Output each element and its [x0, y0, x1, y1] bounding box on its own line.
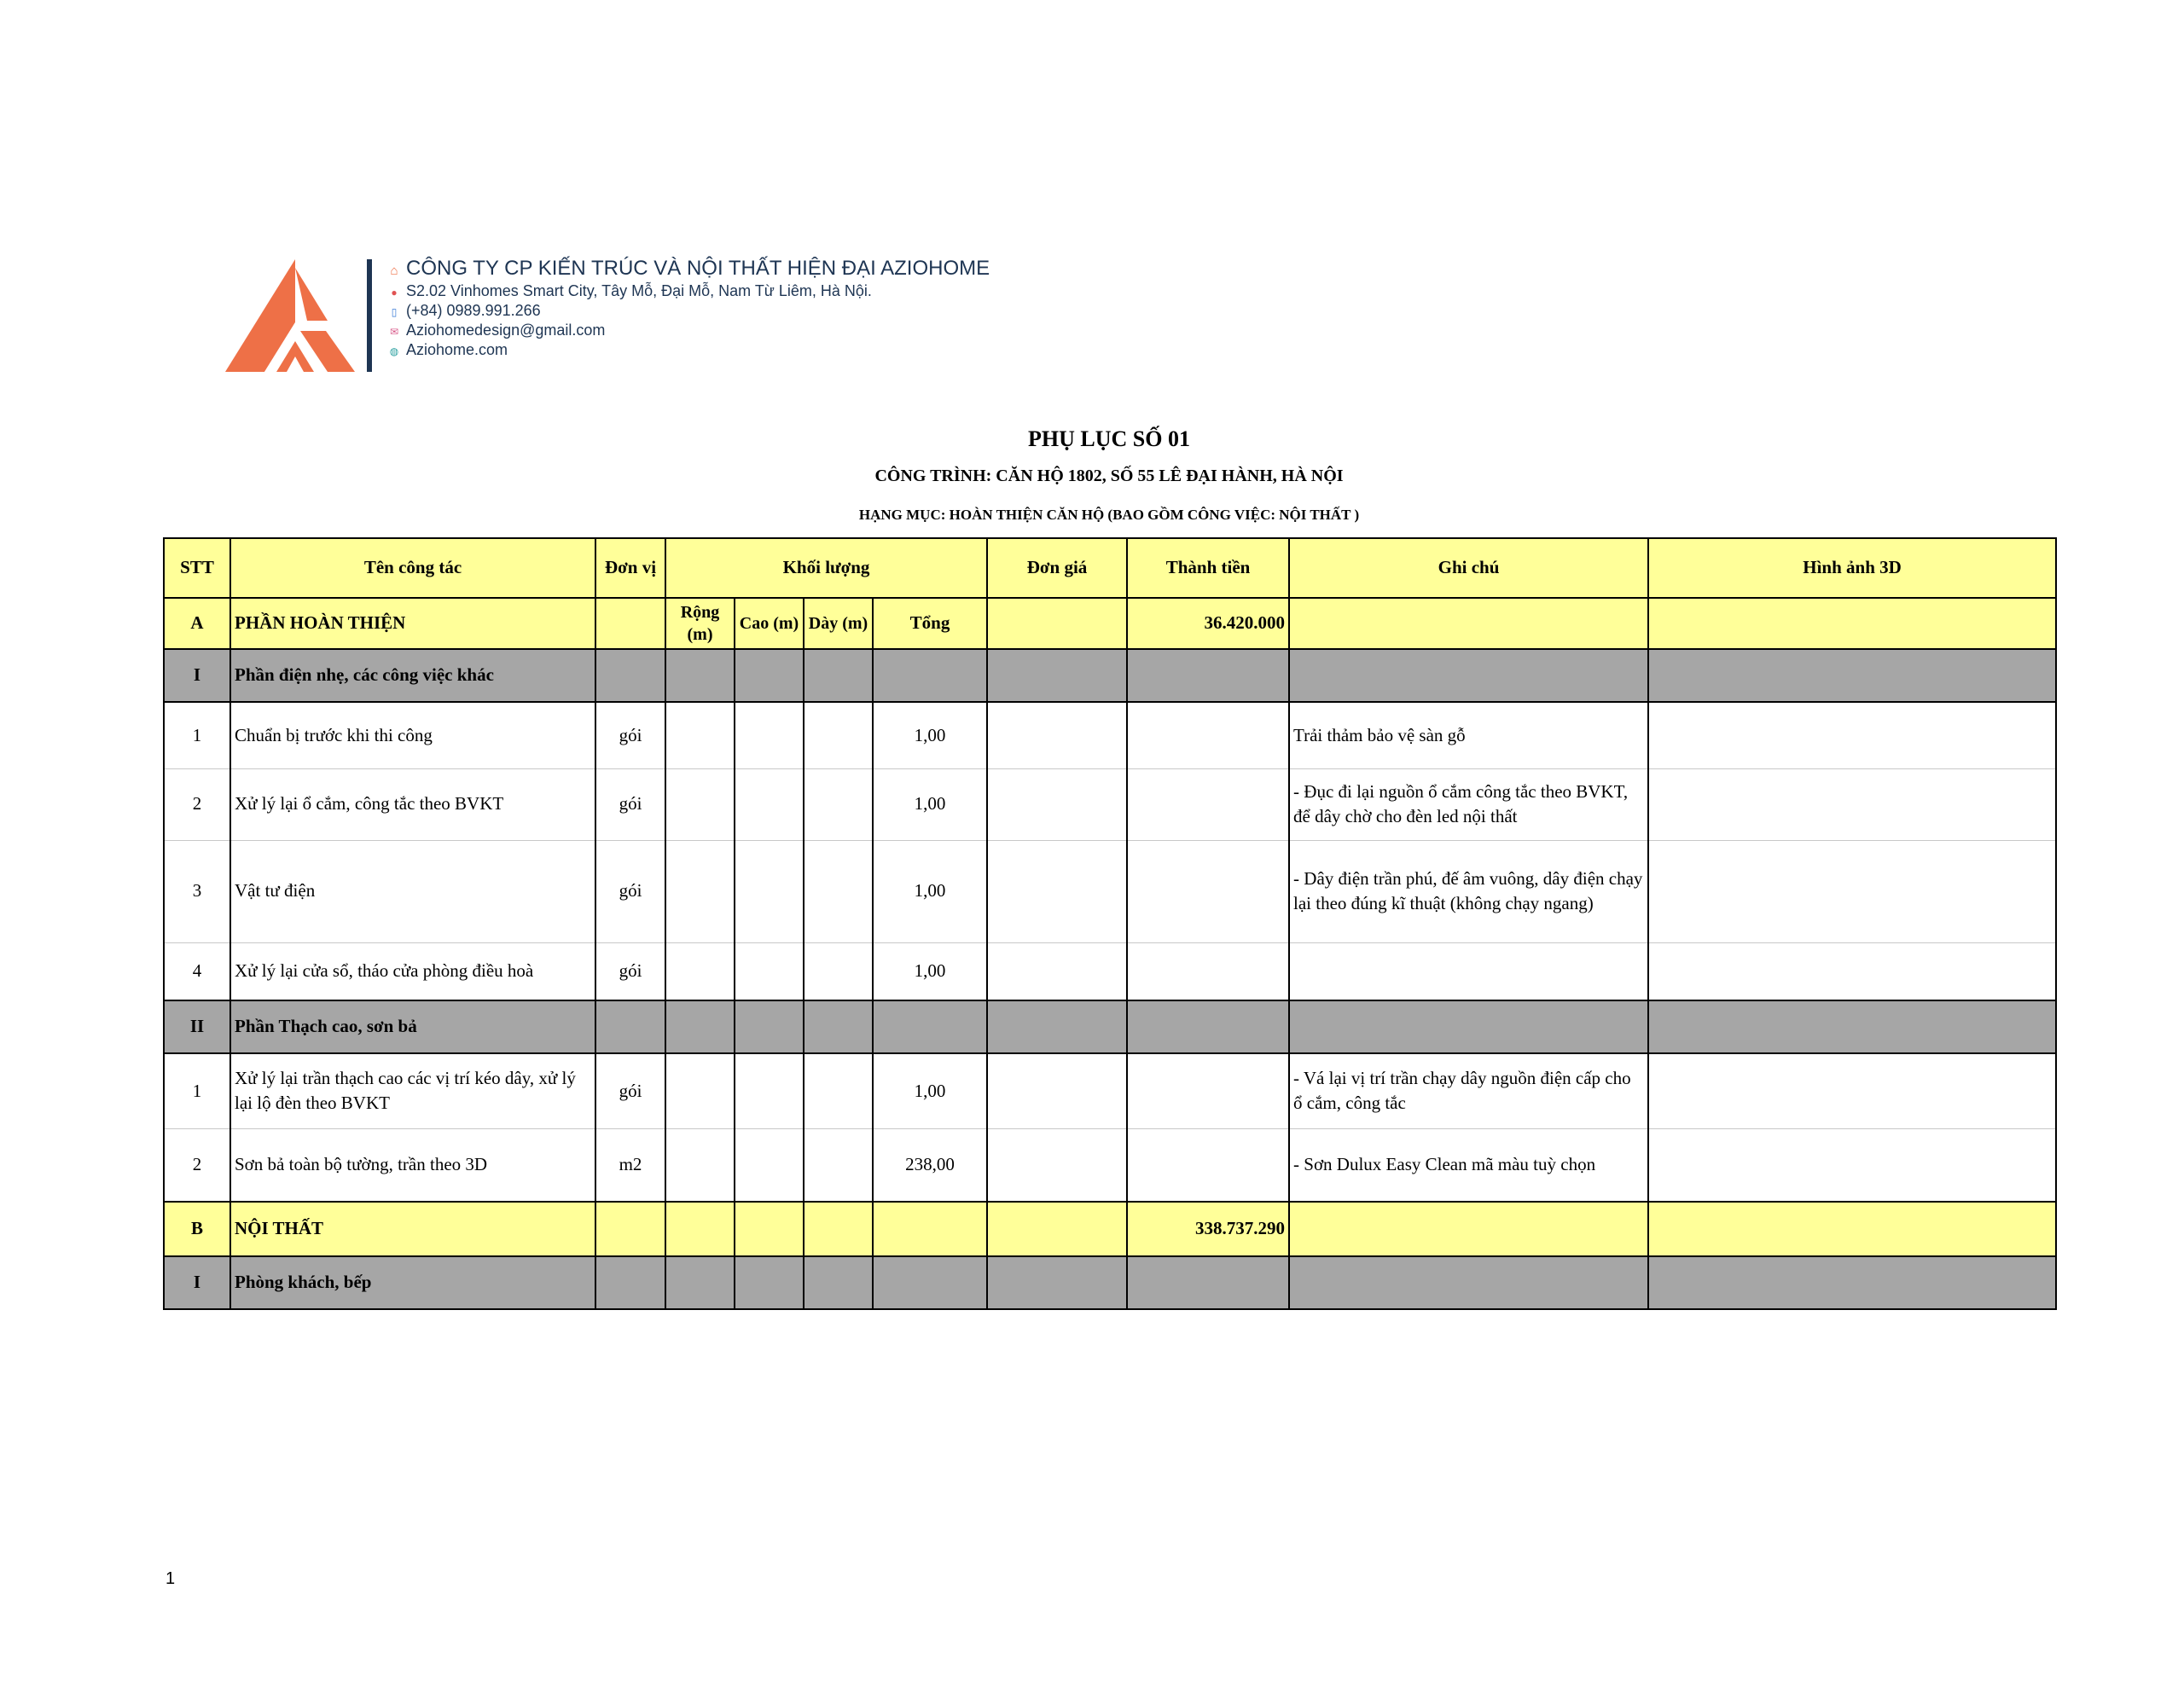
section-stt: B: [164, 1202, 230, 1256]
table-row: [164, 1053, 2056, 1128]
row-total: 1,00: [873, 1053, 987, 1128]
group-row: [164, 649, 2056, 702]
company-name: CÔNG TY CP KIẾN TRÚC VÀ NỘI THẤT HIỆN ĐẠI AZIOHOME: [406, 257, 990, 280]
row-unit: gói: [595, 768, 665, 840]
row-unit: gói: [595, 1053, 665, 1128]
subheader-depth: Dày (m): [804, 598, 873, 649]
subheader-width: Rộng (m): [665, 598, 735, 649]
company-email-line: [387, 321, 990, 340]
row-stt: 1: [164, 702, 230, 768]
group-row: [164, 1256, 2056, 1309]
section-stt: A: [164, 598, 230, 649]
logo-divider: [367, 259, 372, 372]
row-total: 1,00: [873, 840, 987, 942]
group-stt: II: [164, 1000, 230, 1053]
section-amount: 36.420.000: [1127, 598, 1289, 649]
row-note: - Sơn Dulux Easy Clean mã màu tuỳ chọn: [1289, 1128, 1648, 1202]
section-name: NỘI THẤT: [230, 1202, 595, 1256]
table-row: [164, 768, 2056, 840]
section-row: [164, 598, 2056, 649]
header-amount: Thành tiền: [1127, 538, 1289, 598]
row-total: 1,00: [873, 702, 987, 768]
document-title: PHỤ LỤC SỐ 01: [1028, 426, 1190, 451]
row-name: Sơn bả toàn bộ tường, trần theo 3D: [230, 1128, 595, 1202]
company-email: Aziohomedesign@gmail.com: [406, 322, 606, 339]
group-name: Phần điện nhẹ, các công việc khác: [230, 649, 595, 702]
project-title: CÔNG TRÌNH: CĂN HỘ 1802, SỐ 55 LÊ ĐẠI HÀNH, HÀ NỘI: [874, 467, 1344, 485]
table-row: [164, 1128, 2056, 1202]
row-unit: m2: [595, 1128, 665, 1202]
row-name: Vật tư điện: [230, 840, 595, 942]
section-amount: 338.737.290: [1127, 1202, 1289, 1256]
row-stt: 2: [164, 768, 230, 840]
row-unit: gói: [595, 942, 665, 1000]
company-info: [387, 256, 990, 360]
table-row: [164, 942, 2056, 1000]
row-stt: 4: [164, 942, 230, 1000]
row-note: - Đục đi lại nguồn ổ cắm công tắc theo BVKT, để dây chờ cho đèn led nội thất: [1289, 768, 1648, 840]
page-number: 1: [166, 1569, 176, 1588]
group-name: Phòng khách, bếp: [230, 1256, 595, 1309]
mail-icon: ✉: [389, 326, 399, 338]
row-note: - Vá lại vị trí trần chạy dây nguồn điện cấp cho ổ cắm, công tắc: [1289, 1053, 1648, 1128]
header-image: Hình ảnh 3D: [1648, 538, 2056, 598]
row-name: Xử lý lại ổ cắm, công tắc theo BVKT: [230, 768, 595, 840]
row-note: [1289, 942, 1648, 1000]
company-phone: (+84) 0989.991.266: [406, 302, 541, 319]
row-unit: gói: [595, 702, 665, 768]
row-total: 1,00: [873, 768, 987, 840]
header-note: Ghi chú: [1289, 538, 1648, 598]
header-quantity: Khối lượng: [665, 538, 987, 598]
table-row: [164, 840, 2056, 942]
row-name: Xử lý lại cửa sổ, tháo cửa phòng điều hoà: [230, 942, 595, 1000]
row-unit: gói: [595, 840, 665, 942]
row-note: - Dây điện trần phú, đế âm vuông, dây điện chạy lại theo đúng kĩ thuật (không chạy ngang): [1289, 840, 1648, 942]
company-address: S2.02 Vinhomes Smart City, Tây Mỗ, Đại Mỗ, Nam Từ Liêm, Hà Nội.: [406, 282, 872, 299]
location-pin-icon: ●: [391, 287, 398, 299]
row-total: 1,00: [873, 942, 987, 1000]
group-name: Phần Thạch cao, sơn bả: [230, 1000, 595, 1053]
table-header-row: [164, 538, 2056, 598]
home-icon: ⌂: [390, 264, 398, 278]
header-stt: STT: [164, 538, 230, 598]
row-name: Chuẩn bị trước khi thi công: [230, 702, 595, 768]
category-title: HẠNG MỤC: HOÀN THIỆN CĂN HỘ (BAO GỒM CÔNG VIỆC: NỘI THẤT ): [858, 507, 1360, 523]
row-stt: 1: [164, 1053, 230, 1128]
section-row: [164, 1202, 2056, 1256]
row-total: 238,00: [873, 1128, 987, 1202]
row-name: Xử lý lại trần thạch cao các vị trí kéo dây, xử lý lại lộ đèn theo BVKT: [230, 1053, 595, 1128]
company-phone-line: [387, 301, 990, 321]
header-name: Tên công tác: [230, 538, 595, 598]
section-name: PHẦN HOÀN THIỆN: [230, 598, 595, 649]
quotation-table: [163, 537, 2057, 1310]
row-note: Trải thảm bảo vệ sàn gỗ: [1289, 702, 1648, 768]
company-website-line: [387, 340, 990, 360]
header-unit: Đơn vị: [595, 538, 665, 598]
company-address-line: [387, 281, 990, 301]
group-row: [164, 1000, 2056, 1053]
globe-icon: ◍: [389, 345, 399, 357]
group-stt: I: [164, 1256, 230, 1309]
row-stt: 3: [164, 840, 230, 942]
subheader-total: Tổng: [873, 598, 987, 649]
group-stt: I: [164, 649, 230, 702]
phone-icon: ▯: [391, 306, 398, 318]
subheader-height: Cao (m): [735, 598, 804, 649]
aziohome-logo: [225, 259, 362, 372]
header-price: Đơn giá: [987, 538, 1127, 598]
company-website: Aziohome.com: [406, 341, 508, 358]
company-name-line: [387, 256, 990, 281]
row-stt: 2: [164, 1128, 230, 1202]
table-row: [164, 702, 2056, 768]
